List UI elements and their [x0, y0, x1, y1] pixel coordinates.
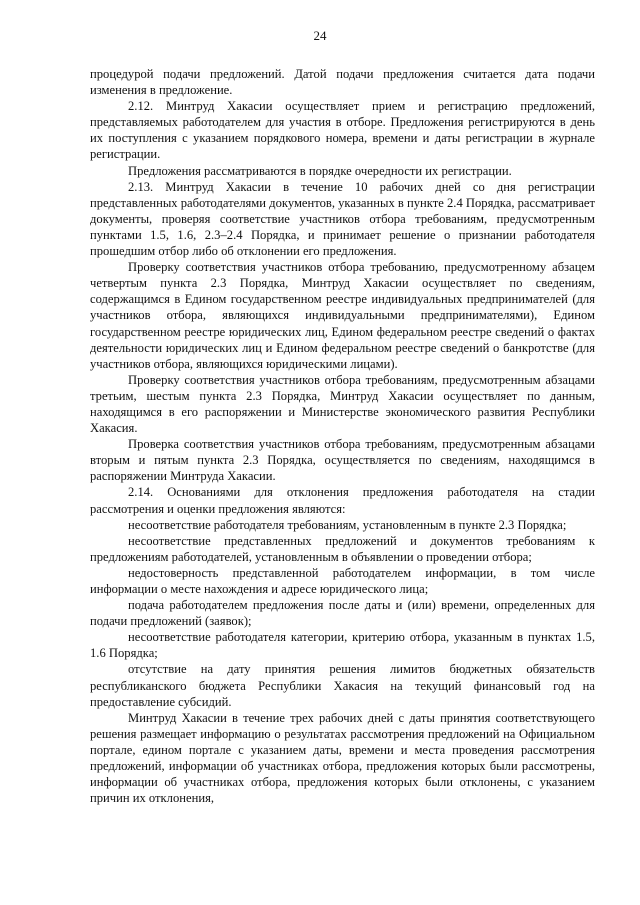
- document-body: [90, 66, 595, 806]
- paragraph-2-12: 2.12. Минтруд Хакасии осуществляет прием и регистрацию предложений, представляемых работодателем для участия в отборе. Предложения регистрируются в день их поступления с указанием порядкового номера, времени и даты регистрации в журнале регистрации.: [90, 99, 595, 162]
- list-item: несоответствие работодателя требованиям, установленным в пункте 2.3 Порядка;: [128, 517, 567, 532]
- list-item: подача работодателем предложения после даты и (или) времени, определенных для подачи предложений (заявок);: [90, 598, 595, 629]
- list-item: недостоверность представленной работодателем информации, в том числе информации о месте нахождения и адресе юридического лица;: [90, 565, 595, 596]
- paragraph: Проверку соответствия участников отбора требованиям, предусмотренным абзацами третьим, шестым пункта 2.3 Порядка, Минтруд Хакасии осуществляет по данным, находящимся в его распоряжении и Министерстве экономического развития Республики Хакасия.: [90, 372, 595, 436]
- list-item: несоответствие представленных предложений и документов требованиям к предложениям работодателей, установленным в объявлении о проведении отбора;: [90, 533, 595, 564]
- paragraph: Проверка соответствия участников отбора требованиям, предусмотренным абзацами вторым и пятым пункта 2.3 Порядка, осуществляется по сведениям, находящимся в распоряжении Минтруда Хакасии.: [90, 437, 595, 484]
- paragraph: Предложения рассматриваются в порядке очередности их регистрации.: [128, 163, 512, 178]
- paragraph: Минтруд Хакасии в течение трех рабочих дней с даты принятия соответствующего решения размещает информацию о результатах рассмотрения предложений на Официальном портале, едином портале с указанием даты, времени и места проведения рассмотрения предложений, информации об участниках отбора, предложения которых были рассмотрены, информации об участниках отбора, предложения которых были отклонены, с указанием причин их отклонения,: [90, 710, 595, 806]
- list-item: отсутствие на дату принятия решения лимитов бюджетных обязательств республиканского бюджета Республики Хакасия на текущий финансовый год на предоставление субсидий.: [90, 662, 595, 709]
- paragraph: Проверку соответствия участников отбора требованию, предусмотренному абзацем четвертым пункта 2.3 Порядка, Минтруд Хакасии осуществляет по сведениям, содержащимся в Едином государственном реестре индивидуальных предпринимателей (для участников отбора, являющихся индивидуальными предпринимателями), Едином государственном реестре юридических лиц, Едином федеральном реестре сведений о фактах деятельности юридических лиц и Едином федеральном реестре сведений о банкротстве (для участников отбора, являющихся юридическими лицами).: [90, 260, 595, 371]
- list-item: несоответствие работодателя категории, критерию отбора, указанным в пунктах 1.5, 1.6 Порядка;: [90, 630, 595, 661]
- paragraph-continuation: процедурой подачи предложений. Датой подачи предложения считается дата подачи изменения в предложение.: [90, 67, 595, 98]
- paragraph-2-14: 2.14. Основаниями для отклонения предложения работодателя на стадии рассмотрения и оценки предложения являются:: [90, 485, 595, 516]
- paragraph-2-13: 2.13. Минтруд Хакасии в течение 10 рабочих дней со дня регистрации представленных работодателями документов, указанных в пункте 2.4 Порядка, рассматривает документы, проверяя соответствие участников отбора требованиям, предусмотренным пунктами 1.5, 1.6, 2.3–2.4 Порядка, и принимает решение о признании работодателя прошедшим отбор либо об отклонении его предложения.: [90, 179, 595, 259]
- page-number: 24: [313, 28, 327, 43]
